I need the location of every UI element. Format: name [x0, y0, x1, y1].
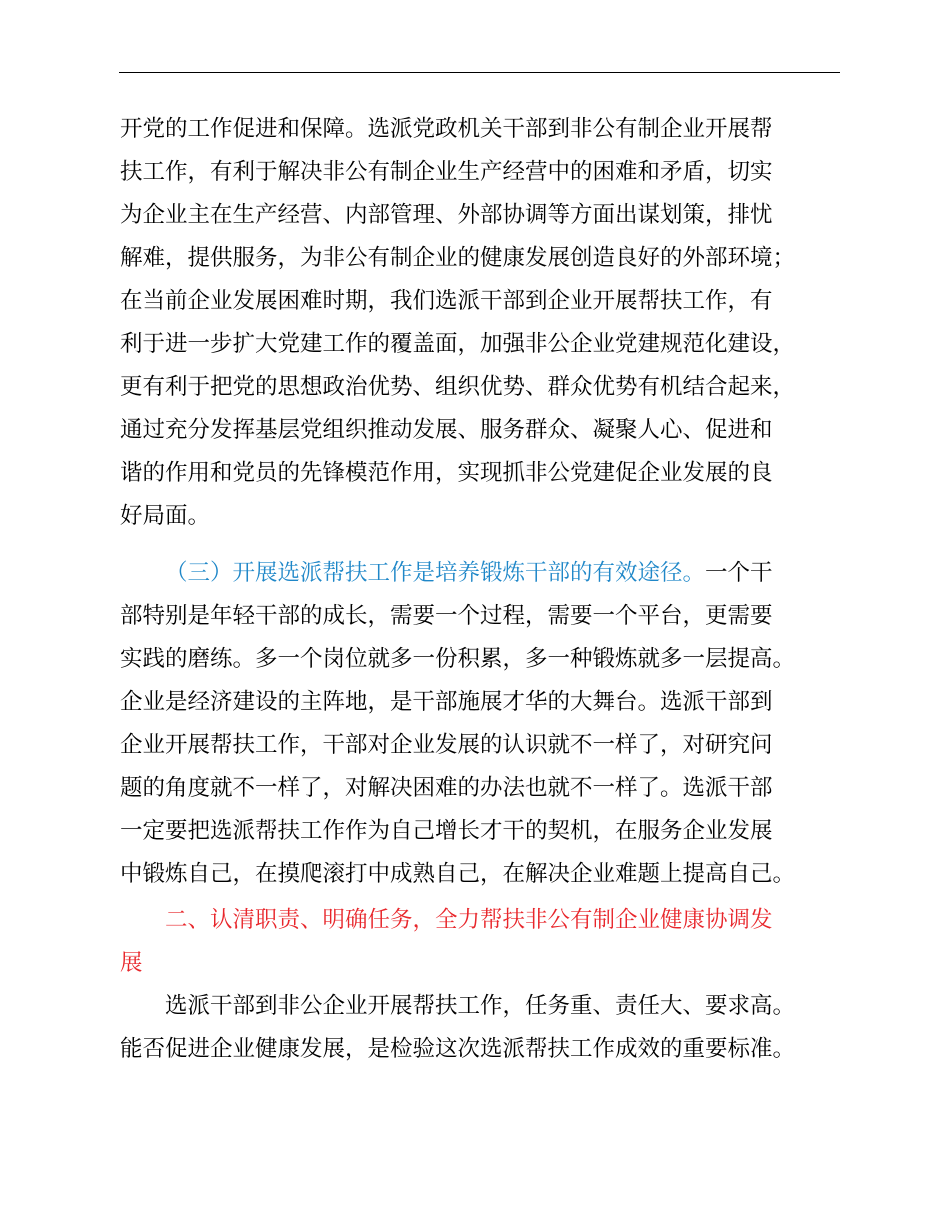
body-line: 利于进一步扩大党建工作的覆盖面，加强非公企业党建规范化建设， — [120, 331, 796, 357]
body-line: 解难，提供服务，为非公有制企业的健康发展创造良好的外部环境； — [120, 245, 796, 271]
body-line: 一定要把选派帮扶工作作为自己增长才干的契机，在服务企业发展 — [120, 818, 773, 844]
subheading-line — [165, 552, 773, 595]
body-line: 通过充分发挥基层党组织推动发展、服务群众、凝聚人心、促进和 — [120, 417, 773, 443]
body-line: 为企业主在生产经营、内部管理、外部协调等方面出谋划策，排忧 — [120, 202, 773, 228]
body-line: 谐的作用和党员的先锋模范作用，实现抓非公党建促企业发展的良 — [120, 460, 773, 486]
body-line: 好局面。 — [120, 503, 211, 529]
body-line: 选派干部到非公企业开展帮扶工作，任务重、责任大、要求高。 — [165, 993, 796, 1019]
section-heading: 二、认清职责、明确任务，全力帮扶非公有制企业健康协调发 — [165, 907, 773, 933]
body-line: 开党的工作促进和保障。选派党政机关干部到非公有制企业开展帮 — [120, 116, 773, 142]
body-line: 在当前企业发展困难时期，我们选派干部到企业开展帮扶工作，有 — [120, 288, 773, 314]
header-rule — [119, 72, 840, 73]
body-line: 企业开展帮扶工作，干部对企业发展的认识就不一样了，对研究问 — [120, 732, 773, 758]
section-heading-continued: 展 — [120, 950, 143, 976]
body-line: 部特别是年轻干部的成长，需要一个过程，需要一个平台，更需要 — [120, 603, 773, 629]
body-line: 能否促进企业健康发展，是检验这次选派帮扶工作成效的重要标准。 — [120, 1036, 796, 1062]
body-line: 中锻炼自己，在摸爬滚打中成熟自己，在解决企业难题上提高自己。 — [120, 861, 796, 887]
body-line: 实践的磨练。多一个岗位就多一份积累，多一种锻炼就多一层提高。 — [120, 646, 796, 672]
body-text-run: 一个干 — [705, 560, 773, 586]
subheading-three: （三）开展选派帮扶工作是培养锻炼干部的有效途径。 — [165, 560, 706, 586]
body-line: 题的角度就不一样了，对解决困难的办法也就不一样了。选派干部 — [120, 775, 773, 801]
body-line: 企业是经济建设的主阵地，是干部施展才华的大舞台。选派干部到 — [120, 689, 773, 715]
body-line: 扶工作，有利于解决非公有制企业生产经营中的困难和矛盾，切实 — [120, 159, 773, 185]
body-line: 更有利于把党的思想政治优势、组织优势、群众优势有机结合起来， — [120, 374, 796, 400]
